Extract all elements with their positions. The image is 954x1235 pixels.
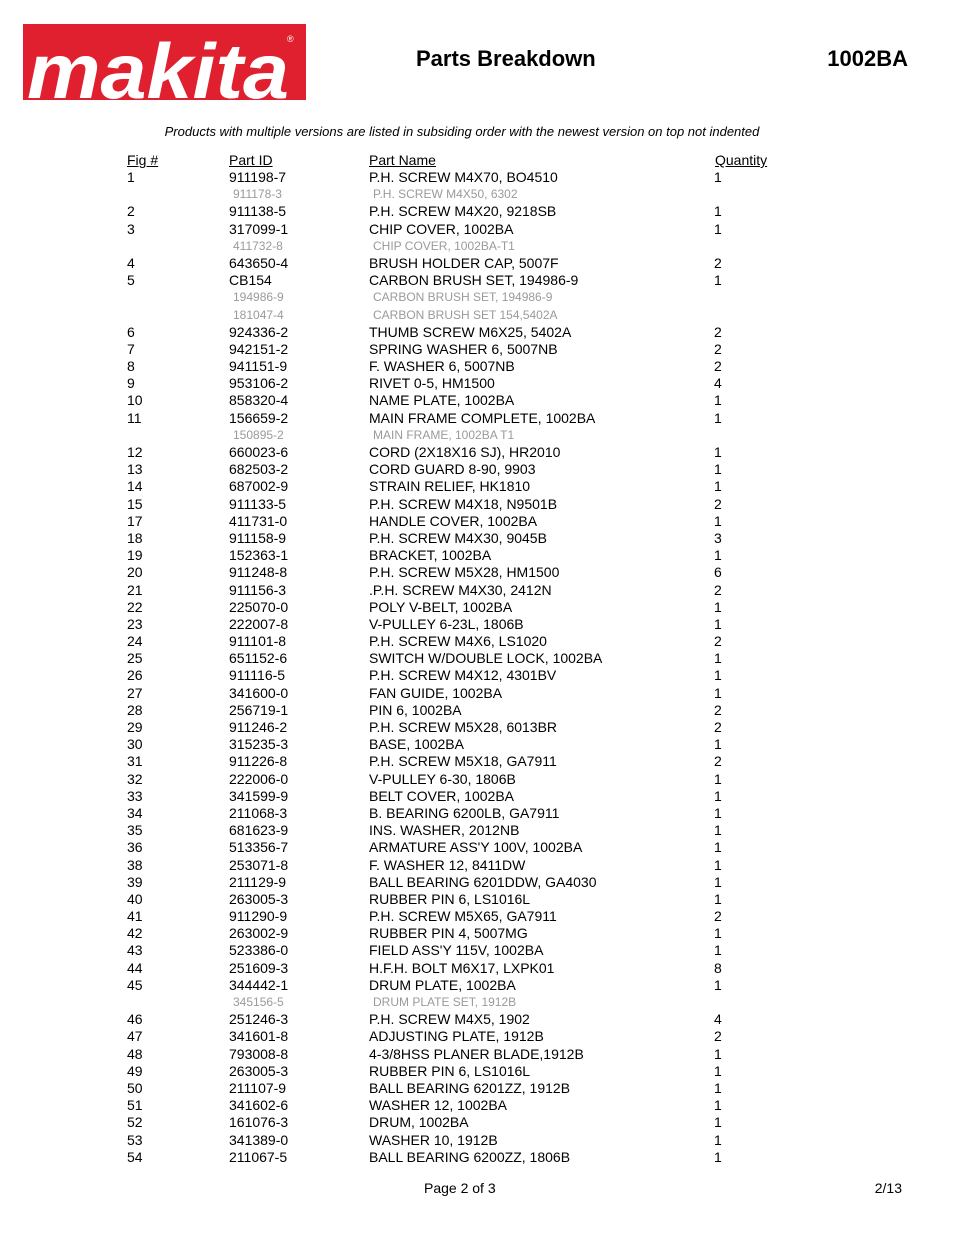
fig-number: 43 [127, 942, 143, 959]
fig-number: 23 [127, 615, 143, 632]
part-row [0, 203, 954, 220]
quantity: 1 [714, 856, 722, 873]
part-row [0, 1080, 954, 1097]
part-name: CHIP COVER, 1002BA [369, 220, 514, 237]
part-row [0, 633, 954, 650]
part-row [0, 1132, 954, 1149]
part-row [0, 1114, 954, 1131]
superseded-part-row [0, 427, 954, 444]
quantity: 1 [714, 512, 722, 529]
fig-number: 35 [127, 822, 143, 839]
part-row [0, 547, 954, 564]
part-name: P.H. SCREW M5X28, 6013BR [369, 719, 558, 735]
part-id: 263005-3 [229, 890, 289, 907]
fig-number: 34 [127, 804, 143, 821]
quantity: 1 [714, 667, 722, 684]
quantity: 4 [714, 1011, 722, 1028]
part-name: HANDLE COVER, 1002BA [369, 512, 538, 529]
part-id: CB154 [229, 272, 272, 289]
part-row [0, 341, 954, 358]
part-id: 263002-9 [229, 925, 289, 942]
fig-number: 27 [127, 684, 143, 701]
part-row [0, 478, 954, 495]
part-row [0, 1063, 954, 1080]
part-id: 222006-0 [229, 770, 289, 787]
part-name: DRUM, 1002BA [369, 1114, 469, 1131]
column-header-quantity: Quantity [715, 152, 768, 168]
part-id: 411731-0 [229, 512, 288, 529]
part-name: SPRING WASHER 6, 5007NB [369, 340, 558, 357]
part-id: 251609-3 [229, 959, 289, 976]
part-name: CARBON BRUSH SET, 194986-9 [373, 290, 553, 305]
quantity: 2 [714, 753, 722, 770]
part-id: 161076-3 [229, 1114, 289, 1131]
quantity: 2 [714, 633, 722, 650]
part-row [0, 324, 954, 341]
quantity: 2 [714, 581, 722, 598]
fig-number: 51 [127, 1097, 143, 1114]
part-id: 911178-3 [233, 187, 282, 202]
fig-number: 41 [127, 908, 143, 925]
part-id: 941151-9 [229, 358, 288, 375]
part-row [0, 839, 954, 856]
part-name: F. WASHER 6, 5007NB [369, 358, 515, 375]
part-row [0, 1011, 954, 1028]
quantity: 1 [714, 220, 722, 237]
quantity: 1 [714, 925, 722, 942]
part-id: 194986-9 [233, 290, 284, 305]
part-row [0, 925, 954, 942]
quantity: 2 [714, 358, 722, 375]
part-name: RUBBER PIN 6, LS1016L [369, 1062, 531, 1079]
part-row [0, 667, 954, 684]
part-row [0, 771, 954, 788]
fig-number: 22 [127, 598, 143, 615]
fig-number: 38 [127, 856, 143, 873]
part-id: 256719-1 [229, 701, 289, 718]
part-id: 911226-8 [229, 753, 288, 770]
part-row [0, 874, 954, 891]
quantity: 1 [714, 650, 722, 667]
part-id: 682503-2 [229, 461, 289, 478]
quantity: 2 [714, 495, 722, 512]
fig-number: 40 [127, 890, 143, 907]
part-name: ARMATURE ASS'Y 100V, 1002BA [369, 839, 583, 856]
column-header-fig: Fig # [127, 152, 159, 168]
fig-number: 9 [127, 375, 135, 392]
quantity: 1 [714, 598, 722, 615]
part-row [0, 410, 954, 427]
part-id: 211067-5 [229, 1148, 288, 1165]
fig-number: 6 [127, 323, 135, 340]
fig-number: 31 [127, 753, 143, 770]
version-notice: Products with multiple versions are listed in subsiding order with the newest version on top not indented [164, 124, 760, 139]
quantity: 1 [714, 461, 722, 478]
part-name: RUBBER PIN 4, 5007MG [369, 925, 528, 942]
fig-number: 52 [127, 1114, 143, 1131]
fig-number: 50 [127, 1079, 143, 1096]
column-header-part-name: Part Name [369, 152, 436, 168]
quantity: 4 [714, 375, 722, 392]
part-name: BRUSH HOLDER CAP, 5007F [369, 254, 559, 271]
part-id: 911101-8 [229, 633, 287, 650]
fig-number: 48 [127, 1045, 143, 1062]
part-name: POLY V-BELT, 1002BA [369, 598, 513, 615]
fig-number: 7 [127, 340, 135, 357]
fig-number: 45 [127, 976, 143, 993]
quantity: 8 [714, 959, 722, 976]
fig-number: 47 [127, 1028, 143, 1045]
part-row [0, 702, 954, 719]
part-id: 211068-3 [229, 804, 288, 821]
fig-number: 15 [127, 495, 143, 512]
part-name: P.H. SCREW M4X12, 4301BV [369, 667, 557, 684]
quantity: 1 [714, 890, 722, 907]
part-name: CORD GUARD 8-90, 9903 [369, 461, 536, 478]
part-id: 793008-8 [229, 1045, 289, 1062]
part-name: BASE, 1002BA [369, 736, 464, 753]
part-id: 181047-4 [233, 307, 284, 322]
part-id: 858320-4 [229, 392, 289, 409]
part-row [0, 1028, 954, 1045]
part-name: P.H. SCREW M4X70, BO4510 [369, 169, 558, 185]
part-row [0, 805, 954, 822]
revision-date: 2/13 [874, 1180, 902, 1196]
column-header-part-id: Part ID [229, 152, 273, 168]
part-id: 911158-9 [229, 529, 287, 546]
fig-number: 42 [127, 925, 143, 942]
part-name: P.H. SCREW M4X30, 9045B [369, 529, 547, 546]
fig-number: 4 [127, 254, 135, 271]
quantity: 1 [714, 392, 722, 409]
part-id: 341601-8 [229, 1028, 289, 1045]
part-name: STRAIN RELIEF, HK1810 [369, 478, 531, 495]
fig-number: 3 [127, 220, 135, 237]
part-id: 152363-1 [229, 547, 289, 564]
part-name: P.H. SCREW M5X18, GA7911 [369, 753, 557, 770]
part-id: 317099-1 [229, 220, 289, 237]
part-row [0, 891, 954, 908]
fig-number: 29 [127, 719, 143, 735]
part-id: 911198-7 [229, 169, 287, 185]
part-name: DRUM PLATE, 1002BA [369, 976, 516, 993]
quantity: 2 [714, 1028, 722, 1045]
fig-number: 20 [127, 564, 143, 581]
part-id: 523386-0 [229, 942, 289, 959]
part-name: BALL BEARING 6201ZZ, 1912B [369, 1079, 571, 1096]
superseded-part-row [0, 186, 954, 203]
superseded-part-row [0, 994, 954, 1011]
fig-number: 33 [127, 787, 143, 804]
superseded-part-row [0, 289, 954, 306]
part-name: P.H. SCREW M4X5, 1902 [369, 1011, 530, 1028]
part-row [0, 375, 954, 392]
part-id: 681623-9 [229, 822, 289, 839]
fig-number: 24 [127, 633, 143, 650]
part-name: H.F.H. BOLT M6X17, LXPK01 [369, 959, 555, 976]
part-id: 924336-2 [229, 323, 289, 340]
fig-number: 49 [127, 1062, 143, 1079]
part-id: 911290-9 [229, 908, 288, 925]
quantity: 1 [714, 736, 722, 753]
part-row [0, 685, 954, 702]
part-id: 253071-8 [229, 856, 289, 873]
quantity: 1 [714, 1062, 722, 1079]
quantity: 1 [714, 409, 722, 426]
fig-number: 2 [127, 203, 135, 220]
part-id: 225070-0 [229, 598, 289, 615]
part-name: RIVET 0-5, HM1500 [369, 375, 495, 392]
part-name: P.H. SCREW M4X18, N9501B [369, 495, 558, 512]
fig-number: 19 [127, 547, 143, 564]
part-row [0, 1046, 954, 1063]
part-id: 341600-0 [229, 684, 289, 701]
part-id: 911248-8 [229, 564, 288, 581]
part-row [0, 221, 954, 238]
part-row [0, 942, 954, 959]
fig-number: 44 [127, 959, 143, 976]
quantity: 1 [714, 770, 722, 787]
fig-number: 53 [127, 1131, 143, 1148]
part-row [0, 977, 954, 994]
part-id: 344442-1 [229, 976, 289, 993]
part-id: 251246-3 [229, 1011, 289, 1028]
part-id: 651152-6 [229, 650, 288, 667]
superseded-part-row [0, 238, 954, 255]
quantity: 1 [714, 1097, 722, 1114]
quantity: 1 [714, 787, 722, 804]
part-id: 643650-4 [229, 254, 289, 271]
part-id: 513356-7 [229, 839, 289, 856]
part-name: .P.H. SCREW M4X30, 2412N [369, 581, 552, 598]
part-id: 150895-2 [233, 427, 284, 442]
part-id: 211129-9 [229, 873, 287, 890]
quantity: 2 [714, 254, 722, 271]
part-name: F. WASHER 12, 8411DW [369, 856, 526, 873]
svg-text:®: ® [287, 34, 294, 44]
part-name: WASHER 12, 1002BA [369, 1097, 507, 1114]
page-number: Page 2 of 3 [424, 1180, 496, 1196]
part-row [0, 822, 954, 839]
superseded-part-row [0, 307, 954, 324]
part-name: SWITCH W/DOUBLE LOCK, 1002BA [369, 650, 603, 667]
fig-number: 39 [127, 873, 143, 890]
part-name: B. BEARING 6200LB, GA7911 [369, 804, 560, 821]
quantity: 1 [714, 169, 722, 185]
quantity: 1 [714, 547, 722, 564]
part-id: 263005-3 [229, 1062, 289, 1079]
part-row [0, 496, 954, 513]
part-row [0, 564, 954, 581]
part-id: 345156-5 [233, 995, 284, 1009]
part-name: DRUM PLATE SET, 1912B [373, 995, 517, 1009]
part-row [0, 444, 954, 461]
quantity: 1 [714, 976, 722, 993]
fig-number: 14 [127, 478, 143, 495]
fig-number: 26 [127, 667, 143, 684]
fig-number: 12 [127, 444, 143, 460]
part-row [0, 1149, 954, 1166]
part-name: CORD (2X18X16 SJ), HR2010 [369, 444, 561, 460]
quantity: 6 [714, 564, 722, 581]
quantity: 1 [714, 942, 722, 959]
part-row [0, 272, 954, 289]
part-id: 341602-6 [229, 1097, 289, 1114]
part-id: 911246-2 [229, 719, 288, 735]
part-row [0, 169, 954, 186]
fig-number: 36 [127, 839, 143, 856]
part-name: BRACKET, 1002BA [369, 547, 492, 564]
fig-number: 21 [127, 581, 143, 598]
part-id: 911156-3 [229, 581, 287, 598]
part-row [0, 908, 954, 925]
quantity: 2 [714, 719, 722, 735]
part-name: INS. WASHER, 2012NB [369, 822, 520, 839]
part-row [0, 255, 954, 272]
quantity: 1 [714, 804, 722, 821]
fig-number: 25 [127, 650, 143, 667]
svg-text:makita: makita [27, 27, 289, 100]
quantity: 1 [714, 1079, 722, 1096]
part-row [0, 530, 954, 547]
quantity: 1 [714, 1045, 722, 1062]
quantity: 1 [714, 1131, 722, 1148]
part-id: 953106-2 [229, 375, 289, 392]
part-row [0, 960, 954, 977]
part-row [0, 392, 954, 409]
quantity: 1 [714, 1148, 722, 1165]
part-name: WASHER 10, 1912B [369, 1131, 498, 1148]
fig-number: 54 [127, 1148, 143, 1165]
part-id: 687002-9 [229, 478, 289, 495]
part-name: MAIN FRAME COMPLETE, 1002BA [369, 409, 596, 426]
quantity: 1 [714, 873, 722, 890]
part-id: 156659-2 [229, 409, 289, 426]
fig-number: 17 [127, 512, 143, 529]
part-row [0, 736, 954, 753]
part-row [0, 461, 954, 478]
part-name: P.H. SCREW M5X28, HM1500 [369, 564, 560, 581]
quantity: 2 [714, 701, 722, 718]
part-row [0, 753, 954, 770]
part-name: CHIP COVER, 1002BA-T1 [373, 238, 515, 253]
part-name: BALL BEARING 6200ZZ, 1806B [369, 1148, 571, 1165]
part-name: CARBON BRUSH SET 154,5402A [373, 307, 558, 322]
fig-number: 8 [127, 358, 135, 375]
fig-number: 30 [127, 736, 143, 753]
fig-number: 1 [127, 169, 135, 185]
part-id: 911133-5 [229, 495, 287, 512]
quantity: 1 [714, 822, 722, 839]
quantity: 1 [714, 839, 722, 856]
quantity: 1 [714, 615, 722, 632]
quantity: 1 [714, 478, 722, 495]
quantity: 1 [714, 1114, 722, 1131]
part-name: CARBON BRUSH SET, 194986-9 [369, 272, 579, 289]
part-id: 211107-9 [229, 1079, 287, 1096]
part-row [0, 857, 954, 874]
quantity: 2 [714, 340, 722, 357]
part-name: P.H. SCREW M4X50, 6302 [373, 187, 518, 202]
fig-number: 46 [127, 1011, 143, 1028]
part-row [0, 788, 954, 805]
part-name: MAIN FRAME, 1002BA T1 [373, 427, 515, 442]
fig-number: 28 [127, 701, 143, 718]
quantity: 1 [714, 203, 722, 220]
part-id: 411732-8 [233, 238, 283, 253]
part-row [0, 650, 954, 667]
quantity: 1 [714, 272, 722, 289]
fig-number: 32 [127, 770, 143, 787]
part-row [0, 616, 954, 633]
part-id: 222007-8 [229, 615, 289, 632]
part-row [0, 513, 954, 530]
part-name: P.H. SCREW M4X6, LS1020 [369, 633, 547, 650]
part-name: 4-3/8HSS PLANER BLADE,1912B [369, 1045, 584, 1062]
part-row [0, 599, 954, 616]
part-row [0, 582, 954, 599]
part-name: V-PULLEY 6-30, 1806B [369, 770, 516, 787]
part-id: 911116-5 [229, 667, 286, 684]
quantity: 2 [714, 908, 722, 925]
part-name: FAN GUIDE, 1002BA [369, 684, 503, 701]
part-id: 911138-5 [229, 203, 287, 220]
part-name: P.H. SCREW M4X20, 9218SB [369, 203, 557, 220]
makita-wordmark [23, 24, 306, 100]
quantity: 3 [714, 529, 722, 546]
fig-number: 11 [127, 409, 142, 426]
part-name: P.H. SCREW M5X65, GA7911 [369, 908, 557, 925]
fig-number: 13 [127, 461, 143, 478]
part-id: 660023-6 [229, 444, 289, 460]
fig-number: 18 [127, 529, 143, 546]
part-id: 341599-9 [229, 787, 289, 804]
part-name: FIELD ASS'Y 115V, 1002BA [369, 942, 544, 959]
part-row [0, 719, 954, 736]
part-id: 315235-3 [229, 736, 289, 753]
quantity: 1 [714, 684, 722, 701]
part-name: V-PULLEY 6-23L, 1806B [369, 615, 524, 632]
part-name: BELT COVER, 1002BA [369, 787, 514, 804]
page-title: Parts Breakdown [416, 46, 596, 71]
quantity: 2 [714, 323, 722, 340]
part-name: PIN 6, 1002BA [369, 701, 462, 718]
part-id: 942151-2 [229, 340, 289, 357]
fig-number: 5 [127, 272, 135, 289]
model-number: 1002BA [827, 46, 908, 71]
part-name: ADJUSTING PLATE, 1912B [369, 1028, 544, 1045]
part-name: NAME PLATE, 1002BA [369, 392, 515, 409]
part-row [0, 358, 954, 375]
part-name: THUMB SCREW M6X25, 5402A [369, 323, 572, 340]
quantity: 1 [714, 444, 722, 460]
part-id: 341389-0 [229, 1131, 289, 1148]
part-name: BALL BEARING 6201DDW, GA4030 [369, 873, 597, 890]
makita-logo [23, 24, 306, 100]
part-row [0, 1097, 954, 1114]
part-name: RUBBER PIN 6, LS1016L [369, 890, 531, 907]
parts-table [0, 169, 954, 1166]
fig-number: 10 [127, 392, 143, 409]
